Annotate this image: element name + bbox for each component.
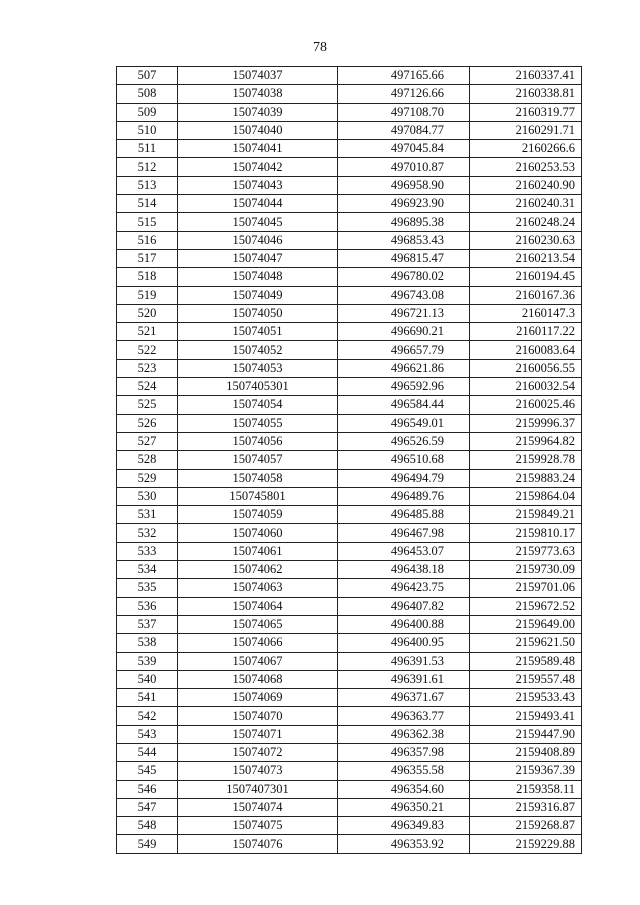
y-coordinate-cell: 2159621.50 bbox=[470, 634, 582, 652]
row-number-cell: 518 bbox=[117, 268, 178, 286]
point-id-cell: 15074071 bbox=[178, 725, 338, 743]
point-id-cell: 15074061 bbox=[178, 542, 338, 560]
table-row bbox=[117, 780, 582, 798]
x-coordinate-cell: 496780.02 bbox=[338, 268, 470, 286]
point-id-cell: 15074063 bbox=[178, 579, 338, 597]
y-coordinate-cell: 2159996.37 bbox=[470, 414, 582, 432]
table-row bbox=[117, 615, 582, 633]
table-row bbox=[117, 469, 582, 487]
row-number-cell: 507 bbox=[117, 67, 178, 85]
table-row bbox=[117, 103, 582, 121]
y-coordinate-cell: 2160194.45 bbox=[470, 268, 582, 286]
row-number-cell: 525 bbox=[117, 396, 178, 414]
row-number-cell: 517 bbox=[117, 249, 178, 267]
y-coordinate-cell: 2159883.24 bbox=[470, 469, 582, 487]
table-row bbox=[117, 414, 582, 432]
point-id-cell: 15074060 bbox=[178, 524, 338, 542]
y-coordinate-cell: 2159316.87 bbox=[470, 798, 582, 816]
y-coordinate-cell: 2160167.36 bbox=[470, 286, 582, 304]
row-number-cell: 516 bbox=[117, 231, 178, 249]
x-coordinate-cell: 497084.77 bbox=[338, 121, 470, 139]
point-id-cell: 1507405301 bbox=[178, 378, 338, 396]
x-coordinate-cell: 496400.88 bbox=[338, 615, 470, 633]
point-id-cell: 15074074 bbox=[178, 798, 338, 816]
point-id-cell: 15074047 bbox=[178, 249, 338, 267]
row-number-cell: 536 bbox=[117, 597, 178, 615]
table-row bbox=[117, 140, 582, 158]
point-id-cell: 15074037 bbox=[178, 67, 338, 85]
y-coordinate-cell: 2159928.78 bbox=[470, 451, 582, 469]
table-row bbox=[117, 304, 582, 322]
table-row bbox=[117, 158, 582, 176]
table-row bbox=[117, 231, 582, 249]
y-coordinate-cell: 2160319.77 bbox=[470, 103, 582, 121]
table-row bbox=[117, 652, 582, 670]
point-id-cell: 15074067 bbox=[178, 652, 338, 670]
y-coordinate-cell: 2160266.6 bbox=[470, 140, 582, 158]
x-coordinate-cell: 496621.86 bbox=[338, 359, 470, 377]
row-number-cell: 520 bbox=[117, 304, 178, 322]
row-number-cell: 549 bbox=[117, 835, 178, 853]
row-number-cell: 538 bbox=[117, 634, 178, 652]
x-coordinate-cell: 496592.96 bbox=[338, 378, 470, 396]
y-coordinate-cell: 2160147.3 bbox=[470, 304, 582, 322]
table-row bbox=[117, 323, 582, 341]
x-coordinate-cell: 497165.66 bbox=[338, 67, 470, 85]
row-number-cell: 533 bbox=[117, 542, 178, 560]
point-id-cell: 15074051 bbox=[178, 323, 338, 341]
y-coordinate-cell: 2160337.41 bbox=[470, 67, 582, 85]
point-id-cell: 15074048 bbox=[178, 268, 338, 286]
point-id-cell: 15074065 bbox=[178, 615, 338, 633]
point-id-cell: 15074073 bbox=[178, 762, 338, 780]
row-number-cell: 531 bbox=[117, 506, 178, 524]
y-coordinate-cell: 2160248.24 bbox=[470, 213, 582, 231]
x-coordinate-cell: 496363.77 bbox=[338, 707, 470, 725]
y-coordinate-cell: 2159589.48 bbox=[470, 652, 582, 670]
row-number-cell: 543 bbox=[117, 725, 178, 743]
table-row bbox=[117, 670, 582, 688]
table-row bbox=[117, 341, 582, 359]
y-coordinate-cell: 2160025.46 bbox=[470, 396, 582, 414]
point-id-cell: 15074062 bbox=[178, 561, 338, 579]
row-number-cell: 547 bbox=[117, 798, 178, 816]
x-coordinate-cell: 496371.67 bbox=[338, 689, 470, 707]
point-id-cell: 15074055 bbox=[178, 414, 338, 432]
row-number-cell: 539 bbox=[117, 652, 178, 670]
table-row bbox=[117, 432, 582, 450]
point-id-cell: 15074046 bbox=[178, 231, 338, 249]
x-coordinate-cell: 496895.38 bbox=[338, 213, 470, 231]
y-coordinate-cell: 2159367.39 bbox=[470, 762, 582, 780]
point-id-cell: 15074069 bbox=[178, 689, 338, 707]
y-coordinate-cell: 2160230.63 bbox=[470, 231, 582, 249]
point-id-cell: 15074064 bbox=[178, 597, 338, 615]
y-coordinate-cell: 2159730.09 bbox=[470, 561, 582, 579]
x-coordinate-cell: 496423.75 bbox=[338, 579, 470, 597]
point-id-cell: 15074053 bbox=[178, 359, 338, 377]
x-coordinate-cell: 496400.95 bbox=[338, 634, 470, 652]
point-id-cell: 15074039 bbox=[178, 103, 338, 121]
table-row bbox=[117, 268, 582, 286]
row-number-cell: 509 bbox=[117, 103, 178, 121]
x-coordinate-cell: 497126.66 bbox=[338, 85, 470, 103]
y-coordinate-cell: 2159773.63 bbox=[470, 542, 582, 560]
coordinates-table bbox=[116, 66, 582, 854]
point-id-cell: 15074038 bbox=[178, 85, 338, 103]
y-coordinate-cell: 2159964.82 bbox=[470, 432, 582, 450]
row-number-cell: 548 bbox=[117, 817, 178, 835]
point-id-cell: 15074056 bbox=[178, 432, 338, 450]
y-coordinate-cell: 2159229.88 bbox=[470, 835, 582, 853]
row-number-cell: 529 bbox=[117, 469, 178, 487]
point-id-cell: 15074058 bbox=[178, 469, 338, 487]
y-coordinate-cell: 2159268.87 bbox=[470, 817, 582, 835]
x-coordinate-cell: 496549.01 bbox=[338, 414, 470, 432]
row-number-cell: 510 bbox=[117, 121, 178, 139]
table-row bbox=[117, 396, 582, 414]
table-row bbox=[117, 213, 582, 231]
point-id-cell: 15074075 bbox=[178, 817, 338, 835]
table-row bbox=[117, 707, 582, 725]
x-coordinate-cell: 496958.90 bbox=[338, 176, 470, 194]
row-number-cell: 542 bbox=[117, 707, 178, 725]
point-id-cell: 15074054 bbox=[178, 396, 338, 414]
x-coordinate-cell: 496584.44 bbox=[338, 396, 470, 414]
row-number-cell: 540 bbox=[117, 670, 178, 688]
x-coordinate-cell: 496721.13 bbox=[338, 304, 470, 322]
y-coordinate-cell: 2159701.06 bbox=[470, 579, 582, 597]
x-coordinate-cell: 496923.90 bbox=[338, 195, 470, 213]
table-row bbox=[117, 817, 582, 835]
row-number-cell: 541 bbox=[117, 689, 178, 707]
point-id-cell: 15074049 bbox=[178, 286, 338, 304]
row-number-cell: 523 bbox=[117, 359, 178, 377]
coordinates-table-body bbox=[117, 67, 582, 854]
y-coordinate-cell: 2159672.52 bbox=[470, 597, 582, 615]
row-number-cell: 524 bbox=[117, 378, 178, 396]
y-coordinate-cell: 2160240.90 bbox=[470, 176, 582, 194]
point-id-cell: 15074068 bbox=[178, 670, 338, 688]
row-number-cell: 511 bbox=[117, 140, 178, 158]
table-row bbox=[117, 67, 582, 85]
row-number-cell: 534 bbox=[117, 561, 178, 579]
row-number-cell: 519 bbox=[117, 286, 178, 304]
row-number-cell: 515 bbox=[117, 213, 178, 231]
x-coordinate-cell: 496391.53 bbox=[338, 652, 470, 670]
row-number-cell: 508 bbox=[117, 85, 178, 103]
point-id-cell: 15074052 bbox=[178, 341, 338, 359]
x-coordinate-cell: 496354.60 bbox=[338, 780, 470, 798]
point-id-cell: 15074076 bbox=[178, 835, 338, 853]
table-row bbox=[117, 597, 582, 615]
point-id-cell: 15074059 bbox=[178, 506, 338, 524]
x-coordinate-cell: 496438.18 bbox=[338, 561, 470, 579]
table-row bbox=[117, 798, 582, 816]
row-number-cell: 532 bbox=[117, 524, 178, 542]
point-id-cell: 1507407301 bbox=[178, 780, 338, 798]
point-id-cell: 15074043 bbox=[178, 176, 338, 194]
row-number-cell: 522 bbox=[117, 341, 178, 359]
y-coordinate-cell: 2159358.11 bbox=[470, 780, 582, 798]
table-row bbox=[117, 487, 582, 505]
table-row bbox=[117, 579, 582, 597]
x-coordinate-cell: 496357.98 bbox=[338, 743, 470, 761]
table-row bbox=[117, 359, 582, 377]
table-row bbox=[117, 542, 582, 560]
row-number-cell: 544 bbox=[117, 743, 178, 761]
row-number-cell: 530 bbox=[117, 487, 178, 505]
point-id-cell: 15074070 bbox=[178, 707, 338, 725]
row-number-cell: 513 bbox=[117, 176, 178, 194]
y-coordinate-cell: 2159408.89 bbox=[470, 743, 582, 761]
y-coordinate-cell: 2159493.41 bbox=[470, 707, 582, 725]
row-number-cell: 545 bbox=[117, 762, 178, 780]
y-coordinate-cell: 2160083.64 bbox=[470, 341, 582, 359]
y-coordinate-cell: 2160032.54 bbox=[470, 378, 582, 396]
row-number-cell: 528 bbox=[117, 451, 178, 469]
y-coordinate-cell: 2159447.90 bbox=[470, 725, 582, 743]
x-coordinate-cell: 496353.92 bbox=[338, 835, 470, 853]
table-row bbox=[117, 378, 582, 396]
x-coordinate-cell: 496526.59 bbox=[338, 432, 470, 450]
table-row bbox=[117, 725, 582, 743]
table-row bbox=[117, 743, 582, 761]
x-coordinate-cell: 496453.07 bbox=[338, 542, 470, 560]
y-coordinate-cell: 2160240.31 bbox=[470, 195, 582, 213]
table-row bbox=[117, 195, 582, 213]
y-coordinate-cell: 2160117.22 bbox=[470, 323, 582, 341]
x-coordinate-cell: 496349.83 bbox=[338, 817, 470, 835]
table-row bbox=[117, 286, 582, 304]
y-coordinate-cell: 2160213.54 bbox=[470, 249, 582, 267]
point-id-cell: 15074040 bbox=[178, 121, 338, 139]
x-coordinate-cell: 496853.43 bbox=[338, 231, 470, 249]
row-number-cell: 512 bbox=[117, 158, 178, 176]
y-coordinate-cell: 2159649.00 bbox=[470, 615, 582, 633]
y-coordinate-cell: 2159810.17 bbox=[470, 524, 582, 542]
point-id-cell: 15074044 bbox=[178, 195, 338, 213]
x-coordinate-cell: 497010.87 bbox=[338, 158, 470, 176]
x-coordinate-cell: 496467.98 bbox=[338, 524, 470, 542]
x-coordinate-cell: 497108.70 bbox=[338, 103, 470, 121]
x-coordinate-cell: 496690.21 bbox=[338, 323, 470, 341]
point-id-cell: 15074072 bbox=[178, 743, 338, 761]
table-row bbox=[117, 835, 582, 853]
y-coordinate-cell: 2159533.43 bbox=[470, 689, 582, 707]
y-coordinate-cell: 2160338.81 bbox=[470, 85, 582, 103]
x-coordinate-cell: 496510.68 bbox=[338, 451, 470, 469]
x-coordinate-cell: 496657.79 bbox=[338, 341, 470, 359]
table-row bbox=[117, 524, 582, 542]
table-row bbox=[117, 121, 582, 139]
x-coordinate-cell: 496350.21 bbox=[338, 798, 470, 816]
point-id-cell: 15074041 bbox=[178, 140, 338, 158]
row-number-cell: 546 bbox=[117, 780, 178, 798]
row-number-cell: 535 bbox=[117, 579, 178, 597]
x-coordinate-cell: 496407.82 bbox=[338, 597, 470, 615]
row-number-cell: 526 bbox=[117, 414, 178, 432]
point-id-cell: 15074057 bbox=[178, 451, 338, 469]
y-coordinate-cell: 2159849.21 bbox=[470, 506, 582, 524]
row-number-cell: 537 bbox=[117, 615, 178, 633]
table-row bbox=[117, 249, 582, 267]
point-id-cell: 15074050 bbox=[178, 304, 338, 322]
point-id-cell: 15074066 bbox=[178, 634, 338, 652]
y-coordinate-cell: 2160291.71 bbox=[470, 121, 582, 139]
x-coordinate-cell: 496743.08 bbox=[338, 286, 470, 304]
x-coordinate-cell: 496362.38 bbox=[338, 725, 470, 743]
y-coordinate-cell: 2159557.48 bbox=[470, 670, 582, 688]
table-row bbox=[117, 506, 582, 524]
y-coordinate-cell: 2160253.53 bbox=[470, 158, 582, 176]
point-id-cell: 15074042 bbox=[178, 158, 338, 176]
x-coordinate-cell: 496494.79 bbox=[338, 469, 470, 487]
row-number-cell: 521 bbox=[117, 323, 178, 341]
y-coordinate-cell: 2159864.04 bbox=[470, 487, 582, 505]
x-coordinate-cell: 496355.58 bbox=[338, 762, 470, 780]
x-coordinate-cell: 496391.61 bbox=[338, 670, 470, 688]
x-coordinate-cell: 496815.47 bbox=[338, 249, 470, 267]
table-row bbox=[117, 451, 582, 469]
table-row bbox=[117, 561, 582, 579]
x-coordinate-cell: 496485.88 bbox=[338, 506, 470, 524]
row-number-cell: 514 bbox=[117, 195, 178, 213]
point-id-cell: 15074045 bbox=[178, 213, 338, 231]
x-coordinate-cell: 497045.84 bbox=[338, 140, 470, 158]
page-number: 78 bbox=[313, 40, 327, 55]
table-row bbox=[117, 689, 582, 707]
y-coordinate-cell: 2160056.55 bbox=[470, 359, 582, 377]
row-number-cell: 527 bbox=[117, 432, 178, 450]
table-row bbox=[117, 634, 582, 652]
x-coordinate-cell: 496489.76 bbox=[338, 487, 470, 505]
table-row bbox=[117, 176, 582, 194]
table-row bbox=[117, 85, 582, 103]
table-row bbox=[117, 762, 582, 780]
point-id-cell: 150745801 bbox=[178, 487, 338, 505]
